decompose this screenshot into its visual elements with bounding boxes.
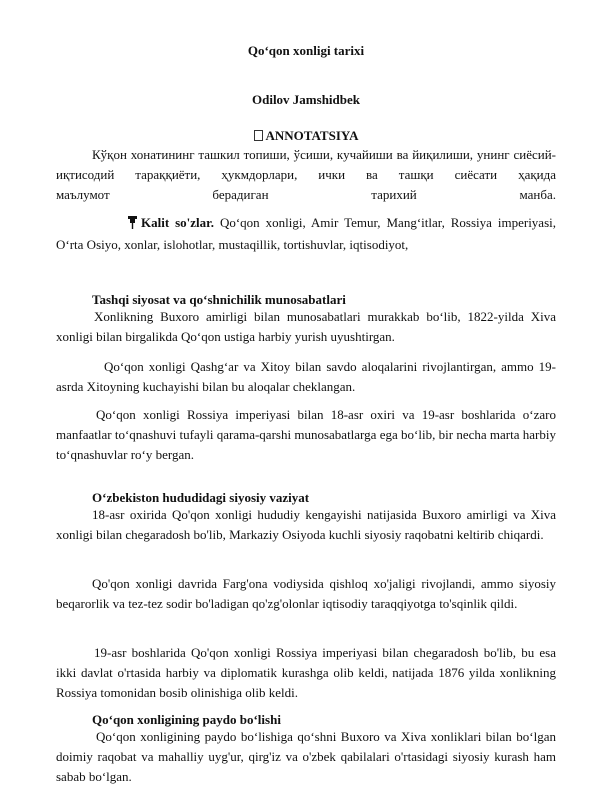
annotation-heading: ANNOTATSIYA xyxy=(265,128,359,143)
document-title: Qo‘qon xonligi tarixi xyxy=(247,43,365,58)
section-heading: O‘zbekiston hududidagi siyosiy vaziyat xyxy=(92,490,310,505)
section-paragraph: Qo‘qon xonligining paydo bo‘lishiga qo‘shni Buxoro va Xiva xonliklari bilan bo‘lgan doimiy raqobat va mahalliy uyg'ur, qirg'iz va o'zbek qabilalari o'rtasidagi siyosiy kurash ham sabab bo‘lgan. xyxy=(56,729,556,784)
section-heading: Tashqi siyosat va qo‘shnichilik munosabatlari xyxy=(92,292,346,307)
section-paragraph: Xonlikning Buxoro amirligi bilan munosabatlari murakkab bo‘lib, 1822-yilda Xiva xonligi bilan birgalikda Qo‘qon ustiga harbiy yurish uyushtirgan. xyxy=(56,309,556,344)
annotation-heading-row xyxy=(0,128,612,144)
keywords-paragraph xyxy=(56,213,556,255)
annotation-text-end: маълумот берадиган тарихий манба. xyxy=(56,187,556,202)
section-paragraph: Qo'qon xonligi davrida Farg'ona vodiysida qishloq xo'jaligi rivojlandi, ammo siyosiy beqarorlik va tez-tez sodir bo'ladigan qo'zg'olonlar iqtisodiy taraqqiyotga to'sqinlik qildi. xyxy=(56,576,556,611)
pushpin-icon xyxy=(92,215,137,235)
section-paragraph: Qo‘qon xonligi Rossiya imperiyasi bilan 18-asr oxiri va 19-asr boshlarida o‘zaro manfaatlar to‘qnashuvi tufayli qarama-qarshi munosabatlarga ega bo‘lib, bir necha marta harbiy to‘qnashuvlar ro‘y bergan. xyxy=(56,407,556,462)
section-paragraph: 19-asr boshlarida Qo'qon xonligi Rossiya imperiyasi bilan chegaradosh bo'lib, bu esa ikki davlat o'rtasida harbiy va diplomatik kurashga olib keldi, natijada 1876 yilda xonlikning Rossiya tomonidan bosib olinishiga olib keldi. xyxy=(56,645,556,700)
keywords-label: Kalit so'zlar. xyxy=(141,215,214,230)
section-heading: Qo‘qon xonligining paydo bo‘lishi xyxy=(92,712,281,727)
missing-glyph-box-icon xyxy=(254,130,263,141)
section-paragraph: Qo‘qon xonligi Qashg‘ar va Xitoy bilan savdo aloqalarini rivojlantirgan, ammo 19-asrda Xitoyning kuchayishi bilan bu aloqalar cheklangan. xyxy=(56,359,556,394)
author-name: Odilov Jamshidbek xyxy=(251,92,360,107)
section-paragraph: 18-asr oxirida Qo'qon xonligi hududiy kengayishi natijasida Buxoro amirligi va Xiva xonligi bilan chegaradosh bo'lib, Markaziy Osiyoda kuchli siyosiy raqobatni keltirib chiqardi. xyxy=(56,507,556,542)
annotation-text: Кўқон хонатининг ташкил топиши, ўсиши, кучайиши ва йиқилиши, унинг сиёсий-иқтисодий тараққиёти, ҳукмдорлари, ички ва ташқи сиёсати ҳақида xyxy=(56,147,556,182)
keywords-text: Qo‘qon xonligi, Amir Temur, Mang‘itlar, Rossiya imperiyasi, O‘rta Osiyo, xonlar, islohotlar, mustaqillik, tortishuvlar, iqtisodiyot, xyxy=(56,215,557,252)
